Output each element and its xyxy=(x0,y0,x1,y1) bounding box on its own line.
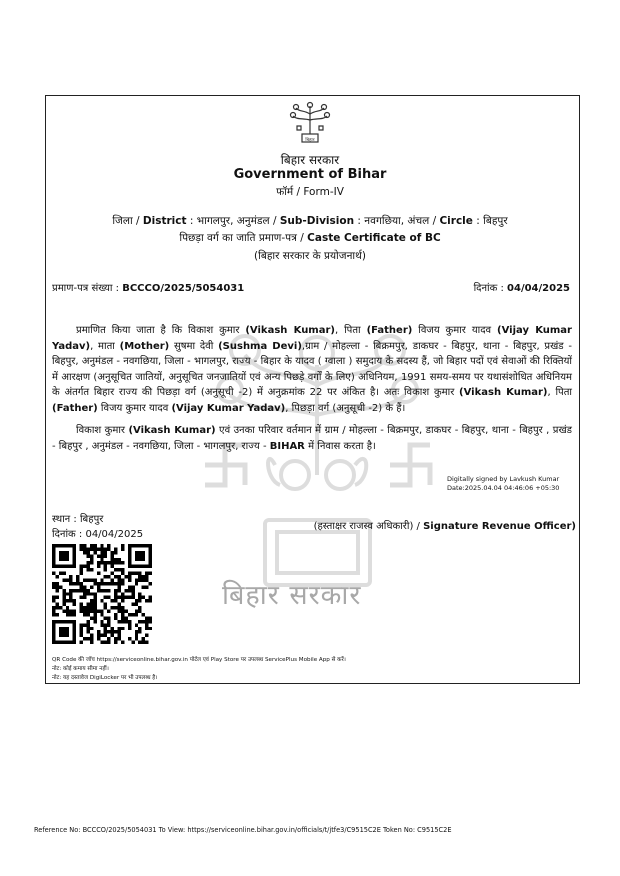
subdivision-label: Sub-Division xyxy=(279,215,355,227)
signature-revenue-officer xyxy=(314,518,576,532)
qr-note-line-3: नोट: यह दस्तावेज DigiLocker पर भी उपलब्ध है। xyxy=(52,675,158,681)
signature-hindi: (हस्ताक्षर राजस्व अधिकारी) / xyxy=(313,521,424,532)
certificate-paragraph-2 xyxy=(52,423,572,454)
paragraph2-segment: BIHAR xyxy=(269,440,305,452)
place-value: बिहपुर xyxy=(79,514,104,525)
qr-note-line-1: QR Code की जाँच https://serviceonline.bihar.gov.in पोर्टल एवं Play Store पर उपलब्ध ServicePlus Mobile App से करें। xyxy=(52,657,346,663)
paragraph1-segment: विजय कुमार यादव xyxy=(412,325,498,336)
certificate-paragraph-1 xyxy=(52,323,572,416)
qr-notes xyxy=(52,656,572,683)
qr-note-line-2: नोट: कोई कमाय सीमा नहीं। xyxy=(52,666,109,672)
govt-title: Government of Bihar xyxy=(233,167,387,182)
certificate-title-english: Caste Certificate of BC xyxy=(307,232,441,244)
paragraph2-segment: (Vikash Kumar) xyxy=(128,425,216,436)
paragraph1-segment: , पिता xyxy=(547,387,573,398)
place-label: स्थान : xyxy=(52,514,80,525)
form-label: फॉर्म / Form-IV xyxy=(276,186,344,198)
paragraph1-segment: (Vijay Kumar Yadav) xyxy=(171,402,286,414)
certificate-number-value: BCCCO/2025/5054031 xyxy=(122,283,245,294)
certificate-title-hindi: पिछड़ा वर्ग का जाति प्रमाण-पत्र / xyxy=(179,232,308,244)
qr-code-icon[interactable] xyxy=(52,544,152,644)
paragraph1-segment: (Vikash Kumar) xyxy=(459,387,548,398)
circle-label: Circle xyxy=(439,215,473,227)
paragraph2-segment: एवं उनका परिवार वर्तमान में ग्राम / मोहल्ला - बिक्रमपुर, डाकघर - बिहपुर, थाना - बिहपुर , प्रखंड - बिहपुर , अनुमंडल - नवगछिया, जिला - भागलपुर, राज्य - xyxy=(52,425,573,452)
subdivision-value: : नवगछिया, अंचल / xyxy=(354,215,440,227)
paragraph2-segment: में निवास करता है। xyxy=(304,440,376,452)
paragraph1-segment: ,ग्राम / मोहल्ला - बिक्रमपुर, डाकघर - बिहपुर, थाना - बिहपुर, प्रखंड - बिहपुर, अनुमंडल - नवगछिया, जिला - भागलपुर, राज्य - बिहार के यादव ( ग्वाला ) समुदाय के सदस्य हैं, जो बिहार पदों एवं सेवाओं की रिक्तियों में आरक्षण (अनुसूचित जातियों, अनुसूचित जनजातियों एवं अन्य पिछड़े वर्गों के लिए) अधिनियम, 1991 समय-समय पर यथासंशोधित अधिनियम के अंतर्गत बिहार राज्य की पिछड़ा वर्ग (अनुसूची -2) में अनुक्रमांक 22 पर अंकित है। अतः विकाश कुमार xyxy=(52,340,572,398)
certificate-date-label: दिनांक : xyxy=(473,283,508,294)
paragraph1-segment: , पिछड़ा वर्ग (अनुसूची -2) के हैं। xyxy=(285,402,406,414)
bihar-emblem-icon xyxy=(287,100,333,144)
emblem-label: बिहार xyxy=(305,138,315,143)
issue-date-value: 04/04/2025 xyxy=(85,529,144,540)
certificate-title xyxy=(0,231,620,245)
paragraph1-segment: , पिता xyxy=(334,325,367,336)
district-value: : भागलपुर, अनुमंडल / xyxy=(186,215,280,227)
district-hindi-label: जिला / xyxy=(112,215,143,227)
paragraph1-segment: (Mother) xyxy=(119,340,170,352)
district-label: District xyxy=(142,215,187,227)
paragraph1-segment: (Vijay Kumar Yadav) xyxy=(52,325,572,352)
paragraph1-segment: प्रमाणित किया जाता है कि विकाश कुमार xyxy=(76,325,246,336)
issue-date-label: दिनांक : xyxy=(52,529,86,540)
paragraph1-segment: , माता xyxy=(90,340,120,352)
paragraph1-segment: (Father) xyxy=(366,325,413,336)
purpose-line: (बिहार सरकार के प्रयोजनार्थ) xyxy=(254,250,366,262)
certificate-date-value: 04/04/2025 xyxy=(507,283,570,294)
certificate-number-label: प्रमाण-पत्र संख्या : xyxy=(52,283,123,294)
reference-footer: Reference No: BCCCO/2025/5054031 To View: https://serviceonline.bihar.gov.in/officials/t/jtfe3/C9515C2E Token No: C9515C2E xyxy=(34,826,452,834)
watermark-text: बिहार सरकार xyxy=(222,580,362,611)
digital-signature-date: Date:2025.04.04 04:46:06 +05:30 xyxy=(447,484,560,492)
paragraph2-segment: विकाश कुमार xyxy=(76,425,129,436)
paragraph1-segment: विजय कुमार यादव xyxy=(97,402,172,414)
circle-value: : बिहपुर xyxy=(472,215,508,227)
place-date-block xyxy=(52,512,143,542)
signature-english: Signature Revenue Officer) xyxy=(423,521,576,532)
digital-signature-name: Digitally signed by Lavkush Kumar xyxy=(447,475,560,483)
hindi-govt-title: बिहार सरकार xyxy=(280,153,340,167)
digital-signature-block xyxy=(447,475,559,493)
certificate-date xyxy=(474,280,570,294)
paragraph1-segment: सुषमा देवी xyxy=(169,340,219,352)
district-line xyxy=(0,214,620,228)
paragraph1-segment: (Sushma Devi) xyxy=(218,340,302,352)
certificate-number xyxy=(52,280,244,294)
paragraph1-segment: (Father) xyxy=(52,402,98,414)
paragraph1-segment: (Vikash Kumar) xyxy=(245,325,335,336)
